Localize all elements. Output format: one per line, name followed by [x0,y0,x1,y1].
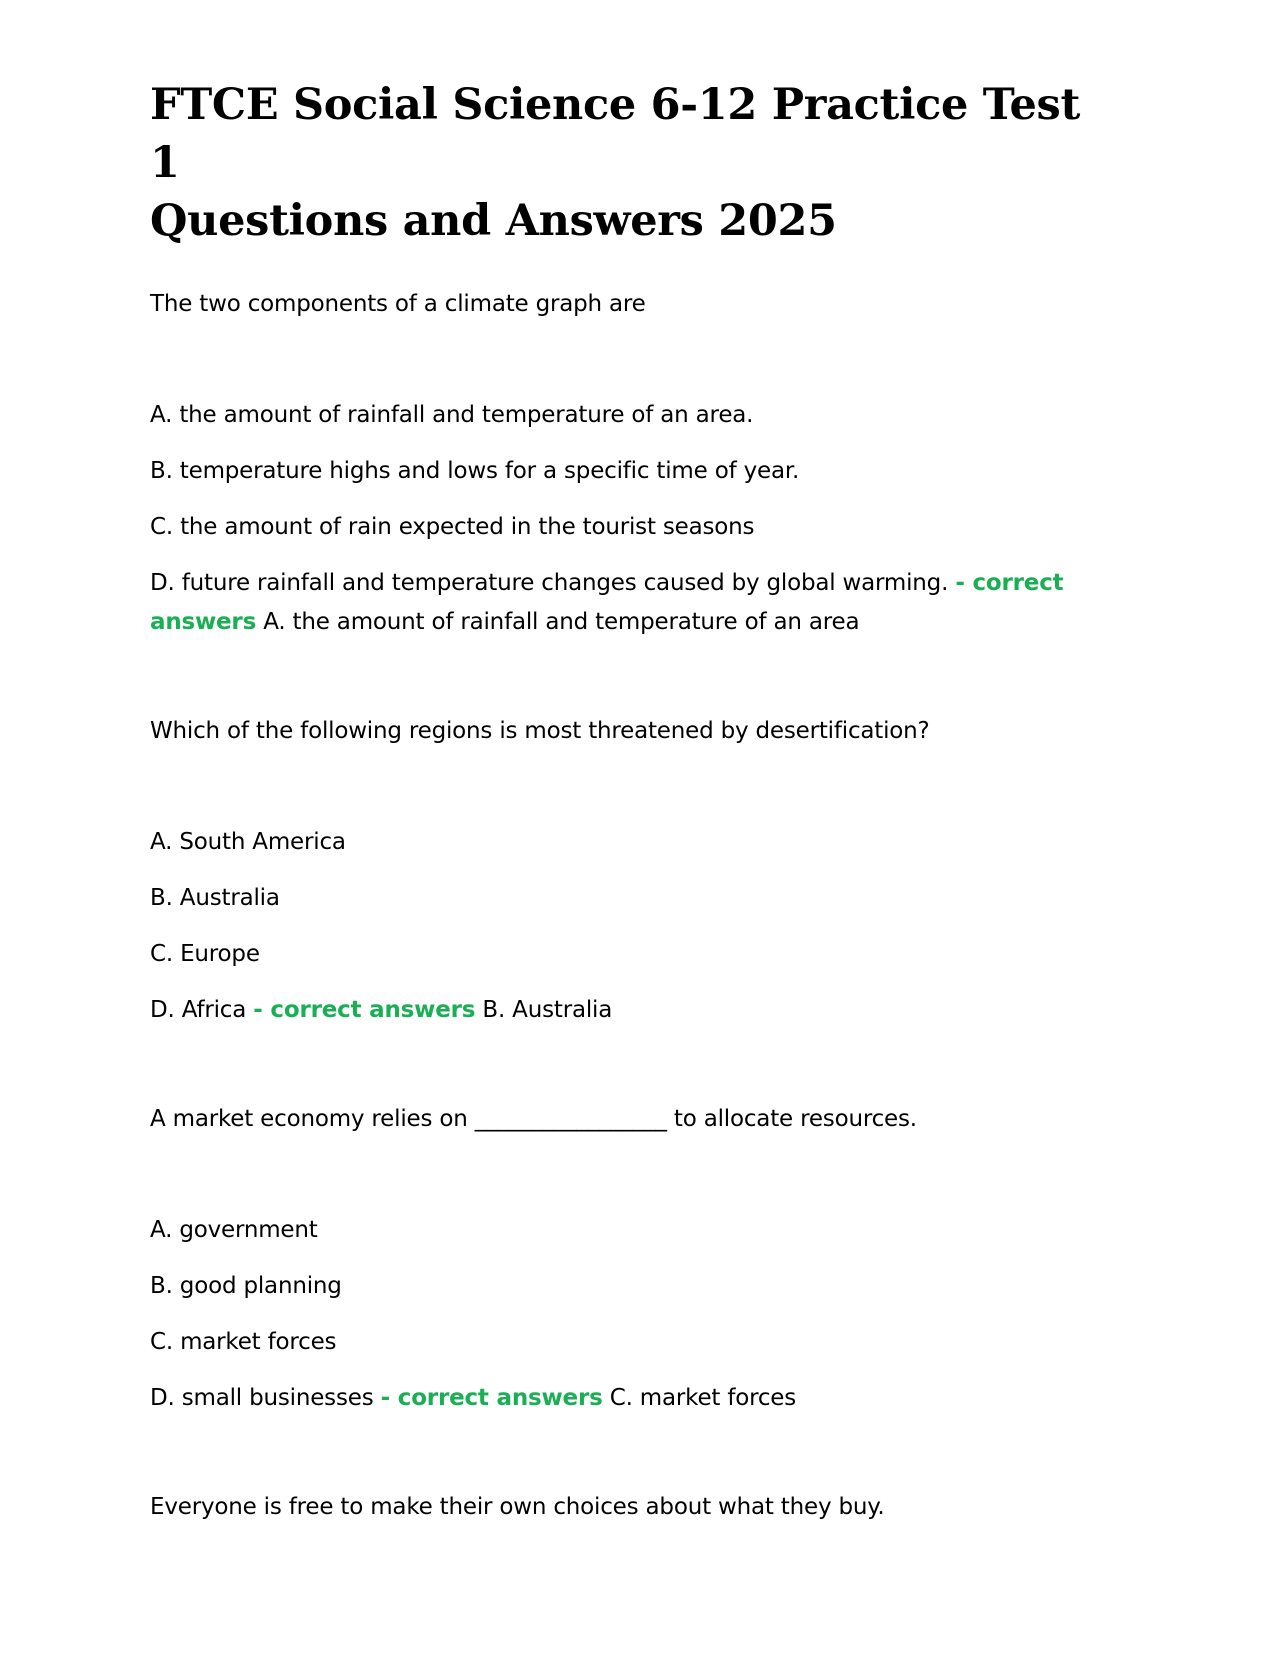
option-c: C. the amount of rain expected in the tourist seasons [150,514,755,540]
title-line-2: Questions and Answers 2025 [150,196,837,246]
correct-answer-label: - correct answers [150,570,1064,635]
correct-answer-text: B. Australia [482,997,613,1023]
correct-answer-text: A. the amount of rainfall and temperature of an area [263,609,860,635]
question-prompt: The two components of a climate graph are [150,291,646,317]
option-c: C. Europe [150,941,260,967]
correct-answer-label: - correct answers [253,997,476,1023]
question-block-2 [150,712,1110,1030]
option-d-with-answer [150,1379,1110,1418]
document-page [150,76,1110,1527]
option-c: C. market forces [150,1329,337,1355]
page-title [150,76,1110,250]
option-b: B. good planning [150,1273,342,1299]
question-prompt: A market economy relies on _________________ to allocate resources. [150,1106,917,1132]
option-d: D. Africa [150,997,247,1023]
option-a: A. the amount of rainfall and temperature of an area. [150,402,754,428]
title-line-1: FTCE Social Science 6-12 Practice Test 1 [150,80,1081,188]
correct-answer-text: C. market forces [609,1385,797,1411]
option-a: A. government [150,1217,318,1243]
option-d: D. future rainfall and temperature changes caused by global warming. [150,570,949,596]
question-block-4 [150,1488,1110,1527]
question-block-3 [150,1100,1110,1418]
option-d: D. small businesses [150,1385,374,1411]
option-a: A. South America [150,829,346,855]
option-d-with-answer [150,564,1110,642]
question-prompt: Which of the following regions is most threatened by desertification? [150,718,930,744]
option-b: B. temperature highs and lows for a specific time of year. [150,458,800,484]
question-prompt: Everyone is free to make their own choices about what they buy. [150,1494,885,1520]
question-block-1 [150,285,1110,642]
option-b: B. Australia [150,885,280,911]
option-d-with-answer [150,991,1110,1030]
correct-answer-label: - correct answers [380,1385,603,1411]
